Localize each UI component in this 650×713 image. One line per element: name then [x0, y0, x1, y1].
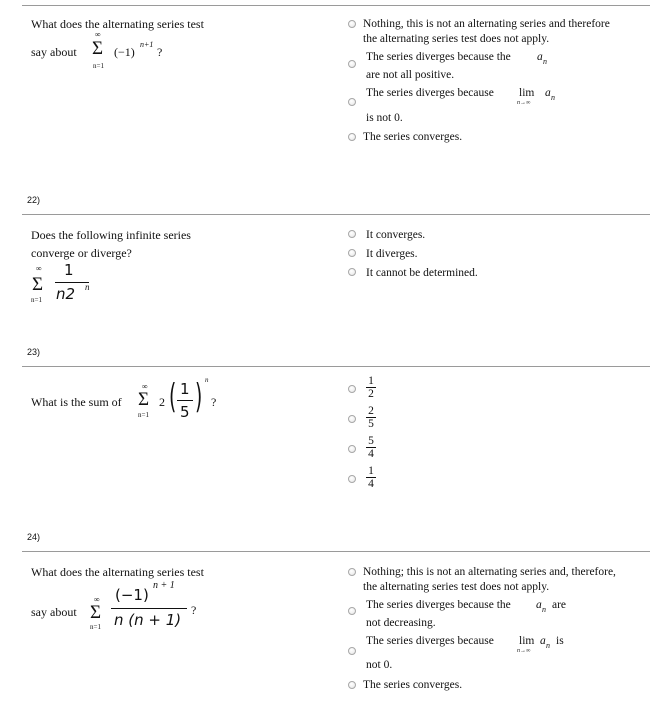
q22-sum-upper: ∞ — [36, 264, 42, 273]
q24-option3-var: a — [540, 635, 546, 647]
q24-option2-sub: n — [542, 605, 546, 614]
q24-option3-lim: lim — [519, 635, 535, 647]
q23-option4-radio[interactable] — [348, 475, 356, 483]
q22-option2-radio[interactable] — [348, 249, 356, 257]
q21-option2-var: a — [537, 51, 543, 63]
q24-option4-line1: The series converges. — [363, 679, 463, 691]
q24-option3-line2: not 0. — [366, 659, 393, 671]
q23-option2-fraction — [366, 405, 376, 430]
q23-exponent: n — [205, 376, 209, 384]
q22-numerator: 1 — [64, 261, 74, 279]
q22-den-exp: n — [85, 282, 90, 292]
q23-coef: 2 — [159, 395, 165, 409]
q22-option1-radio[interactable] — [348, 230, 356, 238]
q22-option3-label: It cannot be determined. — [366, 267, 478, 279]
q21-option2-radio[interactable] — [348, 60, 356, 68]
q24-sum-lower: n=1 — [90, 623, 101, 631]
q23-option1-radio[interactable] — [348, 385, 356, 393]
q23-sum-lower: n=1 — [138, 411, 149, 419]
q23-prompt-text: What is the sum of — [31, 395, 122, 409]
q24-numerator: (−1) — [115, 586, 149, 604]
q24-option4-radio[interactable] — [348, 681, 356, 689]
q24-option2-line2: not decreasing. — [366, 617, 436, 629]
q21-option3-sub: n — [551, 93, 555, 102]
q24-option2-var: a — [536, 599, 542, 611]
q23-number: 23) — [27, 347, 41, 357]
q22-fraction-bar — [55, 282, 89, 283]
q21-option3-lim-sub: n→∞ — [517, 100, 531, 106]
q22-sum-lower: n=1 — [31, 296, 42, 304]
q21-sum-upper: ∞ — [95, 30, 101, 39]
q23-option2-den: 5 — [368, 418, 374, 430]
q22-number: 22) — [27, 195, 41, 205]
q24-divider — [22, 551, 650, 552]
q24-option3-tail: is — [556, 635, 564, 647]
q22-option1-label: It converges. — [366, 229, 426, 241]
q22-divider — [22, 214, 650, 215]
q23-option1-den: 2 — [368, 388, 374, 400]
q21-exponent: n+1 — [140, 40, 154, 49]
q22-sigma: Σ — [32, 274, 44, 295]
q22-denominator: n2 — [56, 285, 76, 303]
q21-option2-sub: n — [543, 57, 547, 66]
q21-option3-var: a — [545, 87, 551, 99]
q24-qmark: ? — [191, 603, 197, 617]
q24-option1-line2: the alternating series test does not apply. — [363, 581, 550, 593]
q23-option3-radio[interactable] — [348, 445, 356, 453]
q21-option1-line2: the alternating series test does not apply. — [363, 33, 550, 45]
q21-prompt-line1: What does the alternating series test — [31, 17, 204, 31]
q22-option3-radio[interactable] — [348, 268, 356, 276]
q22-prompt-line1: Does the following infinite series — [31, 228, 191, 242]
q21-option4-line1: The series converges. — [363, 131, 463, 143]
q21-prompt-line2: say about — [31, 45, 77, 59]
q23-right-paren: ) — [194, 377, 203, 417]
q21-option2-line1: The series diverges because the — [366, 51, 511, 63]
q23-left-paren: ( — [168, 377, 177, 417]
q23-denominator: 5 — [180, 403, 190, 421]
q24-number: 24) — [27, 532, 41, 542]
q21-option1-radio[interactable] — [348, 20, 356, 28]
q24-option2-line1: The series diverges because the — [366, 599, 511, 611]
q23-option2-num: 2 — [366, 405, 376, 418]
q21-sigma: Σ — [92, 38, 104, 59]
q24-sum-upper: ∞ — [94, 595, 100, 604]
q23-sum-upper: ∞ — [142, 382, 148, 391]
q23-option1-fraction — [366, 375, 376, 400]
q24-denominator: n (n + 1) — [114, 611, 182, 629]
q23-qmark: ? — [211, 395, 217, 409]
q23-sigma: Σ — [138, 389, 150, 410]
q23-option4-fraction — [366, 465, 376, 490]
q21-option3-radio[interactable] — [348, 98, 356, 106]
q24-option2-tail: are — [552, 599, 567, 611]
q21-option3-lim: lim — [519, 87, 535, 99]
q24-option3-radio[interactable] — [348, 647, 356, 655]
q24-sigma: Σ — [90, 602, 102, 623]
q23-numerator: 1 — [180, 380, 190, 398]
q23-option4-den: 4 — [368, 478, 374, 490]
q24-option3-line1: The series diverges because — [366, 635, 494, 647]
q23-option3-num: 5 — [366, 435, 376, 448]
q22-prompt-line2: converge or diverge? — [31, 246, 132, 260]
q24-prompt-line1: What does the alternating series test — [31, 565, 204, 579]
q24-option1-line1: Nothing; this is not an alternating series and, therefore, — [363, 566, 616, 578]
q24-fraction-bar — [111, 608, 187, 609]
q23-option2-radio[interactable] — [348, 415, 356, 423]
q21-sum-lower: n=1 — [93, 62, 104, 70]
top-divider — [22, 5, 650, 6]
q23-fraction-bar — [177, 400, 193, 401]
q21-option4-radio[interactable] — [348, 133, 356, 141]
q24-option2-radio[interactable] — [348, 607, 356, 615]
q24-option3-sub: n — [546, 641, 550, 650]
q23-option4-num: 1 — [366, 465, 376, 478]
q21-option3-line1: The series diverges because — [366, 87, 494, 99]
q22-option2-label: It diverges. — [366, 248, 418, 260]
q21-option1-line1: Nothing, this is not an alternating series and therefore — [363, 18, 610, 30]
q24-option3-lim-sub: n→∞ — [517, 648, 531, 654]
q23-option3-fraction — [366, 435, 376, 460]
q21-option2-line2: are not all positive. — [366, 69, 455, 81]
q24-prompt-line2: say about — [31, 605, 77, 619]
q23-option1-num: 1 — [366, 375, 376, 388]
q21-option3-line2: is not 0. — [366, 112, 403, 124]
q21-qmark: ? — [157, 45, 163, 59]
q23-option3-den: 4 — [368, 448, 374, 460]
q23-divider — [22, 366, 650, 367]
q21-term: (−1) — [114, 45, 135, 59]
q24-num-exp: n + 1 — [153, 580, 175, 591]
q24-option1-radio[interactable] — [348, 568, 356, 576]
